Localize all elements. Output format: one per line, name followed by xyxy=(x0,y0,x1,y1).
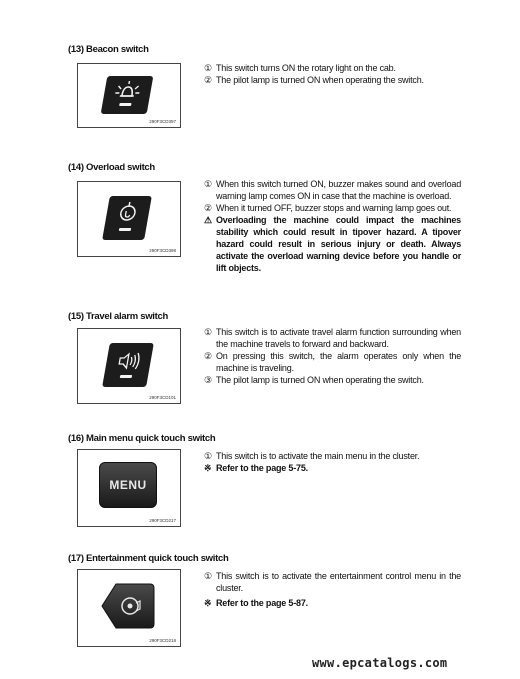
list-item: ③ The pilot lamp is turned ON when operating the switch. xyxy=(204,375,424,385)
list-item: ② When it turned OFF, buzzer stops and warning lamp goes out. xyxy=(204,203,452,213)
main-menu-switch-image xyxy=(77,449,181,527)
list-item: ① When this switch turned ON, buzzer makes sound and overload warning lamp comes ON in case that the machine is overload. xyxy=(204,179,461,201)
warning-item: ⚠ Overloading the machine could impact the machines stability which could result in tipover hazard. A tipover hazard could result in serious injury or death. Always activate the overload warning device before you handle or lift objects. xyxy=(204,215,461,273)
pilot-lamp xyxy=(120,375,133,378)
image-code: 290F3CD398 xyxy=(149,248,176,253)
reference-note: ※ Refer to the page 5-75. xyxy=(204,463,308,473)
list-item: ① This switch is to activate the main menu in the cluster. xyxy=(204,451,420,461)
beacon-description xyxy=(204,62,461,86)
pilot-lamp xyxy=(119,228,132,231)
entertainment-description xyxy=(204,570,461,609)
beacon-light-icon xyxy=(101,76,154,114)
menu-button xyxy=(99,462,157,508)
section-title-main-menu: (16) Main menu quick touch switch xyxy=(68,433,216,444)
image-code: 290F3CD397 xyxy=(149,119,176,124)
image-code: 290F3CD217 xyxy=(149,518,176,523)
footer-url[interactable]: www.epcatalogs.com xyxy=(312,656,448,670)
list-item: ① This switch turns ON the rotary light on the cab. xyxy=(204,63,396,73)
speaker-icon xyxy=(102,343,154,387)
overload-description xyxy=(204,178,461,274)
disc-icon xyxy=(78,570,180,646)
entertainment-switch-image xyxy=(77,569,181,647)
section-title-beacon: (13) Beacon switch xyxy=(68,44,149,55)
travel-alarm-switch xyxy=(102,343,154,387)
beacon-switch xyxy=(101,76,154,114)
overload-hook-icon xyxy=(102,196,152,240)
travel-alarm-description xyxy=(204,326,461,386)
main-menu-description xyxy=(204,450,461,474)
list-item: ① This switch is to activate the entertainment control menu in the cluster. xyxy=(204,571,461,593)
list-item: ② On pressing this switch, the alarm operates only when the machine is traveling. xyxy=(204,351,461,373)
section-title-travel-alarm: (15) Travel alarm switch xyxy=(68,311,168,322)
image-code: 290F3CD101 xyxy=(149,395,176,400)
list-item: ② The pilot lamp is turned ON when operating the switch. xyxy=(204,75,424,85)
overload-switch xyxy=(102,196,152,240)
list-item: ① This switch is to activate travel alarm function surrounding when the machine travels to forward and backward. xyxy=(204,327,461,349)
overload-switch-image xyxy=(77,181,181,257)
travel-alarm-switch-image xyxy=(77,328,181,404)
warning-icon: ⚠ xyxy=(204,215,212,225)
pilot-lamp xyxy=(119,103,132,106)
menu-button-label: MENU xyxy=(109,478,147,492)
image-code: 290F3CD218 xyxy=(149,638,176,643)
section-title-entertainment: (17) Entertainment quick touch switch xyxy=(68,553,229,564)
beacon-switch-image xyxy=(77,63,181,128)
section-title-overload: (14) Overload switch xyxy=(68,162,155,173)
reference-note: ※ Refer to the page 5-87. xyxy=(204,598,308,608)
